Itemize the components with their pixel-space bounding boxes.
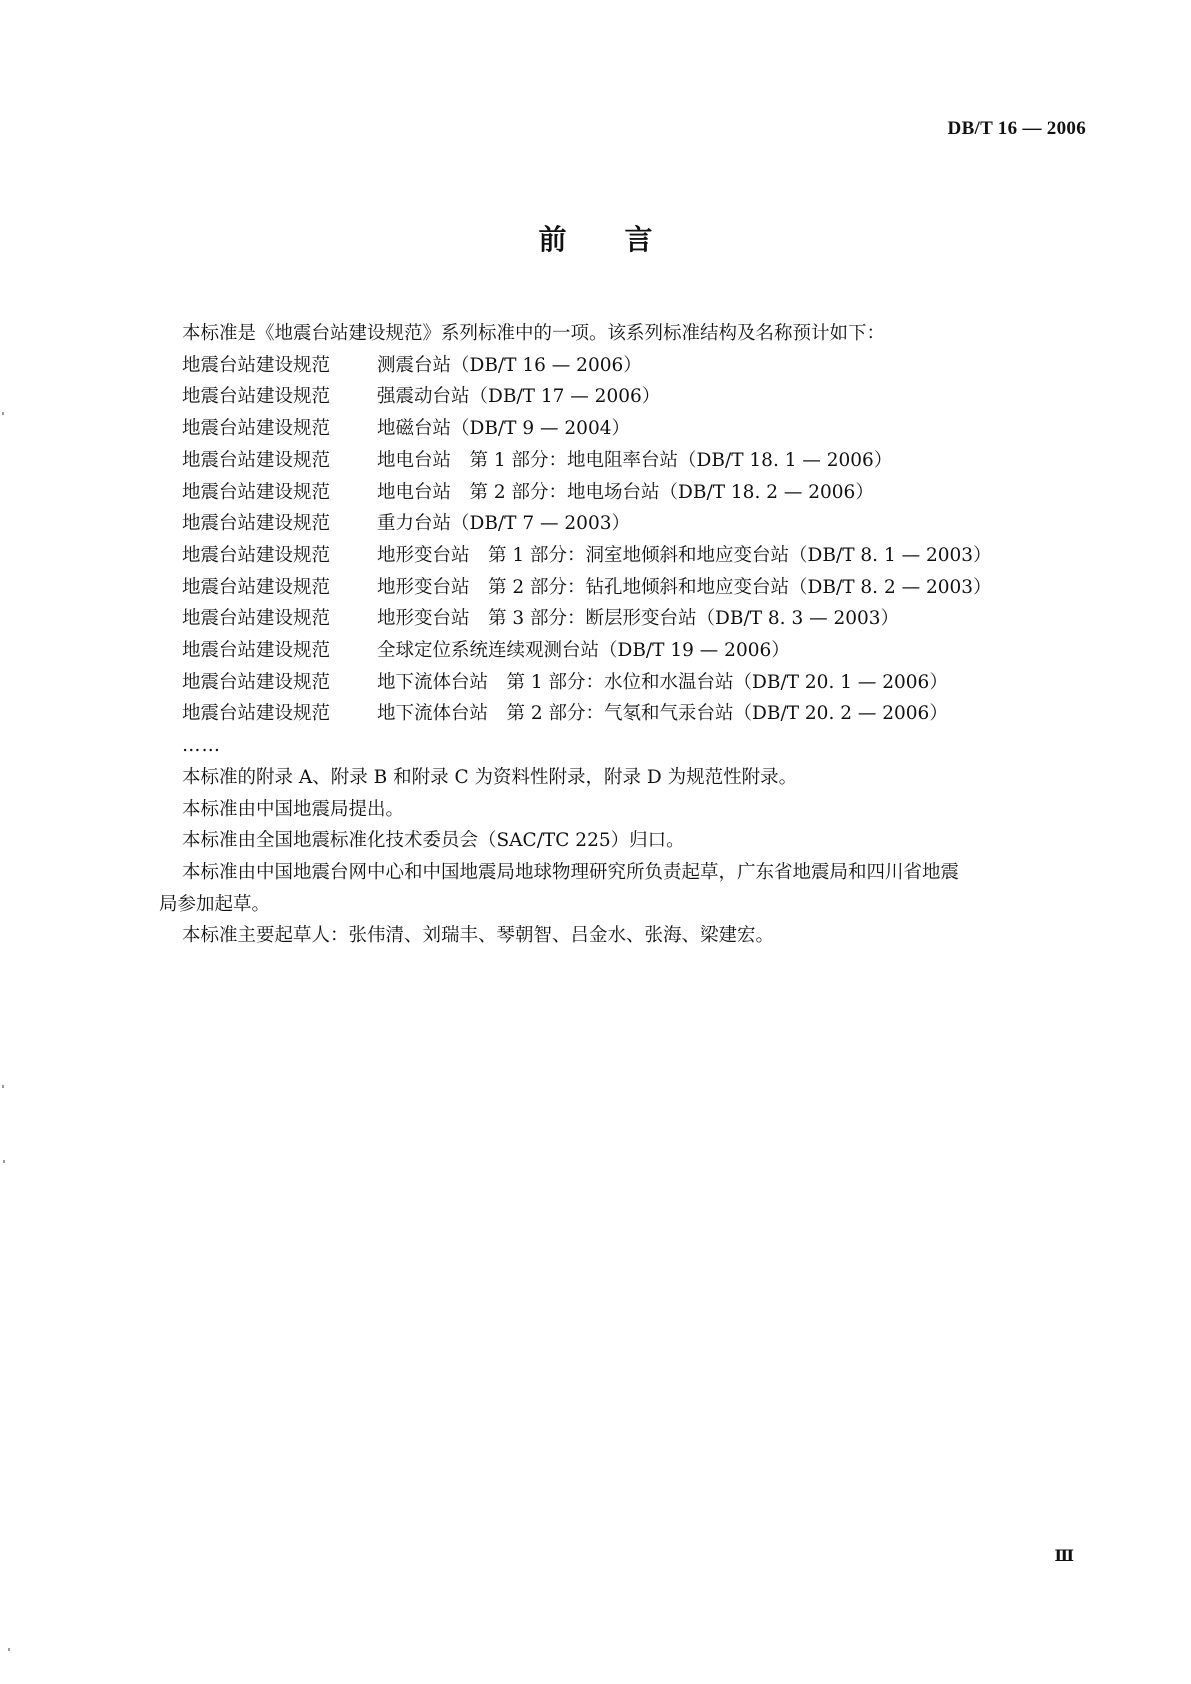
series-title: 重力台站（DB/T 7 — 2003） — [377, 513, 630, 535]
series-prefix: 地震台站建设规范 — [182, 513, 331, 535]
series-item-2 — [182, 381, 1087, 413]
drafted-by-line-1: 本标准由中国地震台网中心和中国地震局地球物理研究所负责起草，广东省地震局和四川省地震 — [182, 861, 960, 883]
page-number: Ⅲ — [1054, 1548, 1074, 1565]
series-title: 地形变台站 第 1 部分：洞室地倾斜和地应变台站（DB/T 8. 1 — 2003） — [377, 544, 992, 566]
series-item-3 — [182, 413, 1087, 445]
series-title: 全球定位系统连续观测台站（DB/T 19 — 2006） — [377, 640, 790, 662]
series-prefix: 地震台站建设规范 — [182, 481, 331, 503]
series-item-10 — [182, 635, 1087, 667]
drafted-by-line-2: 局参加起草。 — [159, 893, 271, 915]
scan-speck — [2, 1085, 4, 1088]
series-item-9 — [182, 603, 1087, 635]
series-ellipsis: …… — [182, 735, 221, 757]
series-title: 测震台站（DB/T 16 — 2006） — [377, 354, 642, 376]
series-prefix: 地震台站建设规范 — [182, 386, 331, 408]
scan-speck — [3, 1160, 5, 1163]
standard-number: DB/T 16 — 2006 — [947, 118, 1086, 139]
series-title: 地电台站 第 2 部分：地电场台站（DB/T 18. 2 — 2006） — [377, 481, 874, 503]
series-list — [182, 350, 1087, 730]
series-title: 地形变台站 第 2 部分：钻孔地倾斜和地应变台站（DB/T 8. 2 — 2003） — [377, 576, 992, 598]
series-prefix: 地震台站建设规范 — [182, 449, 331, 471]
series-prefix: 地震台站建设规范 — [182, 354, 331, 376]
drafted-by-paragraph — [159, 857, 1087, 920]
intro-paragraph: 本标准是《地震台站建设规范》系列标准中的一项。该系列标准结构及名称预计如下： — [182, 323, 886, 344]
series-title: 强震动台站（DB/T 17 — 2006） — [377, 386, 661, 408]
page-title — [0, 218, 1191, 258]
series-item-4 — [182, 445, 1087, 477]
proposed-by-paragraph: 本标准由中国地震局提出。 — [182, 798, 405, 820]
series-title: 地下流体台站 第 2 部分：气氡和气汞台站（DB/T 20. 2 — 2006） — [377, 703, 948, 725]
title-char-1: 前 — [538, 223, 567, 256]
scan-speck — [8, 1648, 10, 1651]
series-prefix: 地震台站建设规范 — [182, 608, 331, 630]
series-prefix: 地震台站建设规范 — [182, 418, 331, 440]
series-title: 地下流体台站 第 1 部分：水位和水温台站（DB/T 20. 1 — 2006） — [377, 671, 948, 693]
series-item-8 — [182, 572, 1087, 604]
series-title: 地电台站 第 1 部分：地电阻率台站（DB/T 18. 1 — 2006） — [377, 449, 893, 471]
series-item-11 — [182, 667, 1087, 699]
series-prefix: 地震台站建设规范 — [182, 544, 331, 566]
series-item-12 — [182, 698, 1087, 730]
series-title: 地形变台站 第 3 部分：断层形变台站（DB/T 8. 3 — 2003） — [377, 608, 900, 630]
appendix-paragraph: 本标准的附录 A、附录 B 和附录 C 为资料性附录，附录 D 为规范性附录。 — [182, 766, 798, 788]
series-prefix: 地震台站建设规范 — [182, 576, 331, 598]
series-item-5 — [182, 477, 1087, 509]
scan-speck — [2, 412, 4, 415]
series-title: 地磁台站（DB/T 9 — 2004） — [377, 418, 630, 440]
series-item-7 — [182, 540, 1087, 572]
series-prefix: 地震台站建设规范 — [182, 703, 331, 725]
foreword-body — [159, 318, 1087, 952]
drafters-paragraph: 本标准主要起草人：张伟清、刘瑞丰、琴朝智、吕金水、张海、梁建宏。 — [182, 925, 775, 947]
series-item-6 — [182, 508, 1087, 540]
series-prefix: 地震台站建设规范 — [182, 640, 331, 662]
centralized-by-paragraph: 本标准由全国地震标准化技术委员会（SAC/TC 225）归口。 — [182, 830, 685, 852]
title-char-2: 言 — [624, 223, 653, 256]
series-item-1 — [182, 350, 1087, 382]
series-prefix: 地震台站建设规范 — [182, 671, 331, 693]
